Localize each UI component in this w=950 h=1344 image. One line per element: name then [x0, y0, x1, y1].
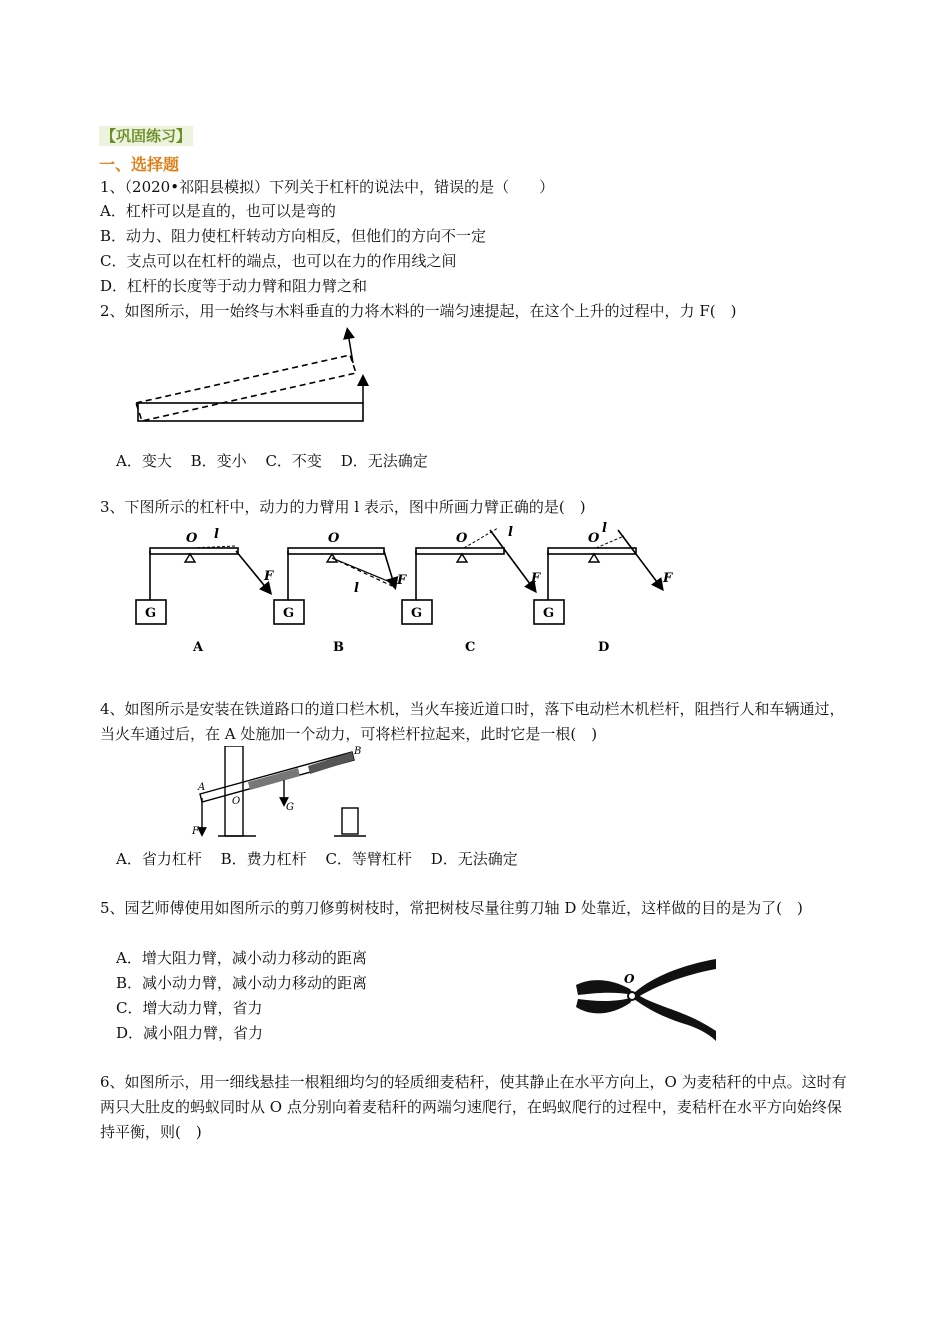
q3-d-force-label: F: [663, 571, 673, 586]
q5-stem: 5、园艺师傅使用如图所示的剪刀修剪树枝时，常把树枝尽量往剪刀轴 D 处靠近，这样做的目的是为了( ): [100, 899, 803, 917]
q4-option-c: C．等臂杠杆: [325, 850, 412, 868]
q2-option-c: C．不变: [265, 452, 322, 470]
q3-figure-b: [274, 531, 407, 655]
q3-figure-c: [402, 525, 541, 655]
q5-scissors-figure: [572, 955, 718, 1043]
q4-option-d: D．无法确定: [430, 850, 518, 868]
q3-c-fulcrum-label: O: [456, 531, 468, 546]
q2-stem: 2、如图所示，用一始终与木料垂直的力将木料的一端匀速提起，在这个上升的过程中，力 F( ): [100, 302, 737, 320]
q5-option-a: A．增大阻力臂，减小动力移动的距离: [116, 949, 367, 967]
q3-a-force-label: F: [264, 569, 274, 584]
q3-b-arm-label: l: [354, 581, 359, 596]
q1-stem: 1、（2020•祁阳县模拟）下列关于杠杆的说法中，错误的是（ ）: [100, 178, 555, 196]
q6-stem: 6、如图所示，用一细线悬挂一根粗细均匀的轻质细麦秸秆，使其静止在水平方向上，O 为麦秸秆的中点。这时有两只大肚皮的蚂蚁同时从 O 点分别向着麦秸秆的两端匀速爬行，在蚂蚁爬行的过程中，麦秸杆在水平方向始终保持平衡，则( ): [100, 1073, 847, 1141]
q1-option-d: D．杠杆的长度等于动力臂和阻力臂之和: [100, 277, 368, 295]
q3-label-d: D: [598, 640, 610, 655]
q3-d-weight-label: G: [543, 606, 555, 621]
q4-label-o: O: [232, 796, 241, 807]
q2-option-d: D．无法确定: [340, 452, 428, 470]
q4-label-b: B: [354, 746, 362, 757]
q5-label-o: O: [624, 972, 635, 986]
q3-b-fulcrum-label: O: [328, 531, 340, 546]
q3-d-arm-label: l: [602, 521, 607, 536]
q4-figure: [188, 746, 368, 841]
q5-option-b: B．减小动力臂，减小动力移动的距离: [116, 974, 368, 992]
q3-figure: [128, 520, 688, 660]
practice-badge: 【巩固练习】: [101, 127, 192, 145]
q4-label-f: F: [192, 826, 199, 837]
q5-option-c: C．增大动力臂，省力: [116, 999, 263, 1017]
q3-label-a: A: [193, 640, 204, 655]
q3-a-fulcrum-label: O: [186, 531, 198, 546]
q2-options: [116, 451, 442, 471]
q3-c-force-label: F: [531, 571, 541, 586]
q3-c-weight-label: G: [411, 606, 423, 621]
q3-d-fulcrum-label: O: [588, 531, 600, 546]
q3-figure-d: [534, 521, 673, 655]
q2-option-a: A．变大: [116, 452, 172, 470]
q1-option-c: C．支点可以在杠杆的端点，也可以在力的作用线之间: [100, 252, 457, 270]
q3-b-weight-label: G: [283, 606, 295, 621]
q4-stem: 4、如图所示是安装在铁道路口的道口栏木机，当火车接近道口时，落下电动栏木机栏杆，阻挡行人和车辆通过，当火车通过后，在 A 处施加一个动力，可将栏杆拉起来，此时它是一根( ): [100, 700, 845, 743]
q5-option-d: D．减小阻力臂，省力: [116, 1024, 264, 1042]
section-title: 一、选择题: [99, 155, 180, 174]
q2-figure: [128, 325, 378, 430]
q4-option-a: A．省力杠杆: [116, 850, 202, 868]
q3-b-force-label: F: [397, 573, 407, 588]
q3-stem: 3、下图所示的杠杆中，动力的力臂用 l 表示，图中所画力臂正确的是( ): [100, 498, 586, 516]
q4-label-g: G: [286, 802, 294, 813]
q1-option-a: A．杠杆可以是直的，也可以是弯的: [100, 202, 336, 220]
q3-label-c: C: [465, 640, 476, 655]
q4-label-a: A: [198, 782, 206, 793]
q4-option-b: B．费力杠杆: [220, 850, 307, 868]
q2-option-b: B．变小: [190, 452, 247, 470]
q1-option-b: B．动力、阻力使杠杆转动方向相反，但他们的方向不一定: [100, 227, 487, 245]
q3-label-b: B: [333, 640, 344, 655]
q3-a-arm-label: l: [214, 527, 219, 542]
q3-figure-a: [136, 527, 274, 655]
q4-options: [116, 849, 532, 869]
q3-c-arm-label: l: [508, 525, 513, 540]
q3-a-weight-label: G: [145, 606, 157, 621]
